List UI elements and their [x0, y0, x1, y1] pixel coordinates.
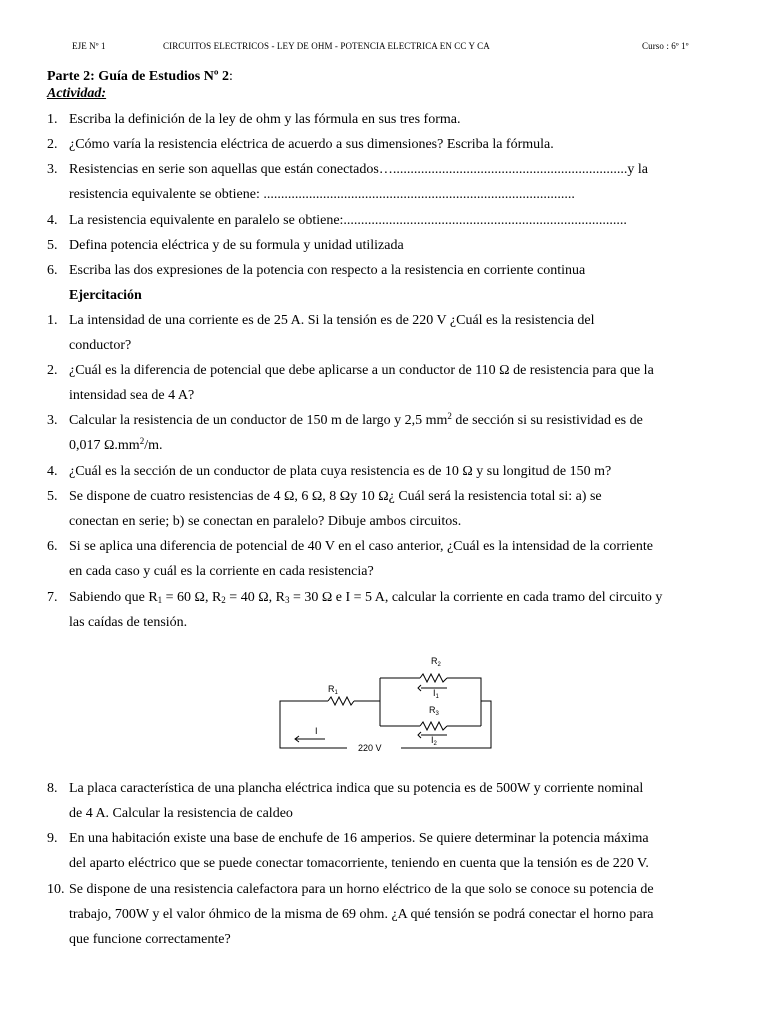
- header-course: Curso : 6º 1º: [642, 41, 689, 51]
- resistor-r1: [328, 697, 354, 705]
- label-i1: $I_1$: [433, 688, 439, 700]
- resistor-r2: [420, 674, 447, 682]
- activity-heading: Actividad:: [47, 86, 107, 101]
- exercise-item: 5. Se dispone de cuatro resistencias de 4 Ω, 6 Ω, 8 Ωy 10 Ω¿ Cuál será la resistencia total si: a) se conectan en serie; b) se conectan en paralelo? Dibuje ambos circuitos.: [47, 489, 602, 530]
- page-title: Parte 2: Guía de Estudios Nº 2:: [47, 69, 233, 84]
- activity-item: 5. Defina potencia eléctrica y de su formula y unidad utilizada: [47, 238, 404, 253]
- page-header: [0, 41, 768, 55]
- exercise-item: 2. ¿Cuál es la diferencia de potencial que debe aplicarse a un conductor de 110 Ω de resistencia para que la intensidad sea de 4 A?: [47, 363, 654, 404]
- exercise-item: 8. La placa característica de una plancha eléctrica indica que su potencia es de 500W y corriente nominal de 4 A. Calcular la resistencia de caldeo: [47, 781, 644, 822]
- circuit-diagram: [275, 648, 500, 758]
- activity-item: 3. Resistencias en serie son aquellas que están conectados…...................................................................y la resistencia equivalente se obtiene: .........................................................................................: [47, 162, 648, 203]
- wire-top-branch-right: [447, 678, 481, 726]
- activity-item: 6. Escriba las dos expresiones de la potencia con respecto a la resistencia en corriente continua: [47, 263, 586, 278]
- label-r1: $R_1$: [328, 684, 338, 696]
- exercise-item: 7. Sabiendo que $R_1 = 60$ Ω, $R_2 = 40$ Ω, $R_3 = 30$ Ω e I = 5 A, calcular la corriente en cada tramo del circuito y las caídas de tensión.: [47, 590, 663, 631]
- exercise-item: 4. ¿Cuál es la sección de un conductor de plata cuya resistencia es de 10 Ω y su longitud de 150 m?: [47, 464, 612, 479]
- label-i: I: [315, 726, 318, 736]
- label-r2: $R_2$: [431, 656, 441, 668]
- header-topic: CIRCUITOS ELECTRICOS - LEY DE OHM - POTENCIA ELECTRICA EN CC Y CA: [163, 41, 490, 51]
- label-voltage: 220 V: [358, 743, 382, 753]
- arrow-i2-head: [418, 732, 421, 738]
- activity-item: 2. ¿Cómo varía la resistencia eléctrica de acuerdo a sus dimensiones? Escriba la fórmula.: [47, 137, 554, 152]
- exercise-item: 3. Calcular la resistencia de un conductor de 150 m de largo y 2,5 $mm^2$ de sección si su resistividad es de 0,017 $\Omega.mm^2/m$.: [47, 411, 643, 454]
- exercise-item: 1. La intensidad de una corriente es de 25 A. Si la tensión es de 220 V ¿Cuál es la resistencia del conductor?: [47, 313, 595, 354]
- exercise-item: 9. En una habitación existe una base de enchufe de 16 amperios. Se quiere determinar la potencia máxima del aparto eléctrico que se puede conectar tomacorriente, teniendo en cuenta que la tensión es de 220 V.: [47, 831, 649, 872]
- wire-left: [280, 701, 347, 748]
- exercise-item: 10. Se dispone de una resistencia calefactora para un horno eléctrico de la que solo se conoce su potencia de trabajo, 700W y el valor óhmico de la misma de 69 ohm. ¿A qué tensión se podrá conectar el horno para que funcione correctamente?: [47, 882, 654, 948]
- activity-item: 1. Escriba la definición de la ley de ohm y las fórmula en sus tres forma.: [47, 112, 461, 127]
- activity-item: 4. La resistencia equivalente en paralelo se obtiene:.................................................................................: [47, 213, 627, 228]
- label-r3: $R_3$: [429, 705, 439, 717]
- header-axis: EJE Nº 1: [72, 41, 106, 51]
- exercise-heading: Ejercitación: [69, 288, 142, 303]
- exercise-item: 6. Si se aplica una diferencia de potencial de 40 V en el caso anterior, ¿Cuál es la intensidad de la corriente en cada caso y cuál es la corriente en cada resistencia?: [47, 539, 653, 580]
- label-i2: $I_2$: [431, 735, 437, 747]
- arrow-i1-head: [418, 685, 421, 691]
- wire-bottom-right: [398, 701, 491, 748]
- resistor-r3: [420, 722, 447, 730]
